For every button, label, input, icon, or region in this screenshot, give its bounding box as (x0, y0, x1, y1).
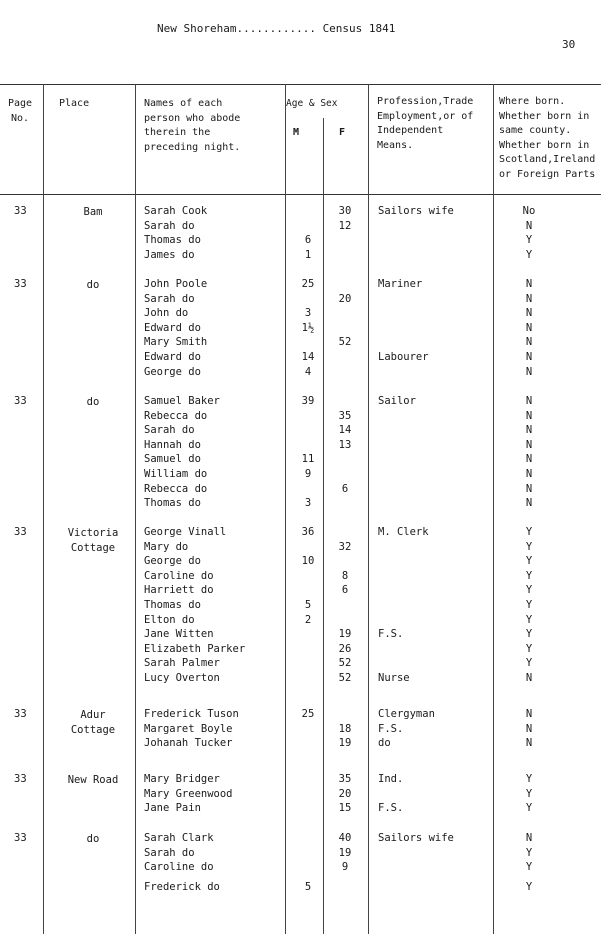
header-page-no-line: Page (7, 98, 33, 109)
born-in-county: N (525, 365, 533, 378)
age-female: 52 (338, 657, 352, 670)
born-in-county: Y (525, 628, 533, 641)
born-in-county: Y (525, 584, 533, 597)
person-name: Margaret Boyle (144, 722, 233, 735)
household-place: New Road (67, 774, 119, 786)
header-page-no (0, 97, 40, 126)
person-name: Samuel Baker (144, 395, 220, 407)
header-profession (377, 95, 473, 153)
born-in-county: Y (525, 599, 533, 611)
person-name: Mary Bridger (144, 773, 220, 785)
age-male: 14 (301, 351, 315, 363)
born-in-county: N (525, 737, 533, 750)
person-name: William do (144, 468, 208, 480)
person-name: John do (144, 307, 189, 320)
born-in-county: N (525, 278, 533, 290)
born-in-county: No (522, 205, 536, 217)
age-female: 6 (341, 584, 349, 597)
header-profession-line: Employment,or of (377, 110, 474, 122)
age-female: 6 (341, 482, 349, 495)
age-female: 19 (338, 628, 352, 641)
born-in-county: Y (525, 234, 533, 247)
age-male: 9 (304, 468, 312, 480)
header-born (499, 95, 595, 183)
age-male: 4 (304, 365, 312, 378)
household-place: Adur Cottage (70, 709, 116, 736)
age-female: 52 (338, 672, 352, 684)
profession: do (378, 737, 391, 750)
household-page-no: 33 (14, 708, 27, 720)
age-male: 11 (301, 453, 315, 466)
age-female: 35 (338, 773, 352, 785)
header-names (144, 97, 240, 155)
born-in-county: Y (525, 861, 533, 874)
page-title: New Shoreham............ Census 1841 (157, 22, 396, 35)
born-in-county: Y (525, 657, 533, 670)
age-male: 1½ (301, 321, 315, 334)
age-female: 12 (338, 219, 352, 232)
born-in-county: Y (525, 642, 533, 655)
household-place: Bam (83, 206, 103, 218)
profession: F.S. (378, 722, 404, 735)
age-male: 3 (304, 307, 312, 320)
header-place: Place (59, 98, 90, 109)
header-names-line: Names of each (144, 98, 223, 109)
born-in-county: Y (525, 773, 533, 785)
profession: Mariner (378, 278, 423, 290)
header-born-line: or Foreign Parts (499, 168, 596, 180)
born-in-county: Y (525, 846, 533, 859)
age-male: 39 (301, 395, 315, 407)
age-female: 19 (338, 846, 352, 859)
age-female: 13 (338, 438, 352, 451)
person-name: Samuel do (144, 453, 201, 466)
household-page-no: 33 (14, 278, 27, 290)
header-female: F (339, 127, 346, 138)
person-name: Frederick Tuson (144, 708, 239, 720)
household-place: do (86, 833, 100, 845)
person-name: Jane Witten (144, 628, 214, 641)
column-divider (285, 84, 286, 934)
person-name: James do (144, 248, 195, 261)
person-name: George do (144, 365, 201, 378)
person-name: Sarah Cook (144, 205, 208, 217)
header-born-line: Whether born in (499, 139, 590, 151)
age-female: 35 (338, 409, 352, 422)
table-top-rule (0, 84, 601, 85)
person-name: Caroline do (144, 861, 214, 874)
header-male: M (293, 127, 300, 138)
household-page-no: 33 (14, 205, 27, 217)
age-male: 1 (304, 248, 312, 261)
household-page-no: 33 (14, 832, 27, 844)
household-page-no: 33 (14, 526, 27, 538)
born-in-county: Y (525, 526, 533, 538)
age-male: 2 (304, 613, 312, 626)
household-place: do (86, 279, 100, 291)
person-name: Sarah do (144, 424, 195, 437)
born-in-county: N (525, 395, 533, 407)
age-male: 3 (304, 497, 312, 510)
age-male: 6 (304, 234, 312, 247)
born-in-county: Y (525, 248, 533, 261)
age-female: 14 (338, 424, 352, 437)
person-name: Elton do (144, 613, 195, 626)
age-female: 15 (338, 802, 352, 815)
born-in-county: Y (525, 787, 533, 800)
age-female: 8 (341, 569, 349, 582)
born-in-county: N (525, 307, 533, 320)
born-in-county: N (525, 219, 533, 232)
age-female: 19 (338, 737, 352, 750)
column-divider (493, 84, 494, 934)
profession: Ind. (378, 773, 404, 785)
header-names-line: person who abode (144, 112, 241, 124)
profession: F.S. (378, 802, 404, 815)
household-place: do (86, 396, 100, 408)
profession: M. Clerk (378, 526, 429, 538)
person-name: Mary Greenwood (144, 787, 233, 800)
column-divider (43, 84, 44, 934)
profession: Sailor (378, 395, 416, 407)
header-profession-line: Means. (377, 139, 414, 151)
born-in-county: N (525, 351, 533, 363)
person-name: Hannah do (144, 438, 201, 451)
header-born-line: Scotland,Ireland (499, 154, 596, 166)
born-in-county: N (525, 424, 533, 437)
born-in-county: N (525, 438, 533, 451)
born-in-county: N (525, 409, 533, 422)
born-in-county: N (525, 292, 533, 305)
born-in-county: N (525, 468, 533, 480)
born-in-county: N (525, 832, 533, 844)
header-profession-line: Profession,Trade (377, 96, 474, 107)
person-name: George Vinall (144, 526, 227, 538)
table-header-rule (0, 194, 601, 195)
profession: F.S. (378, 628, 404, 641)
person-name: Rebecca do (144, 409, 208, 422)
born-in-county: N (525, 497, 533, 510)
born-in-county: Y (525, 880, 533, 893)
person-name: Jane Pain (144, 802, 201, 815)
profession: Clergyman (378, 708, 435, 720)
header-born-line: Where born. (499, 96, 566, 107)
column-divider (368, 84, 369, 934)
age-male: 5 (304, 880, 312, 893)
born-in-county: N (525, 453, 533, 466)
person-name: Harriett do (144, 584, 214, 597)
age-female: 26 (338, 642, 352, 655)
person-name: Mary do (144, 540, 189, 553)
age-male: 10 (301, 555, 315, 568)
person-name: Caroline do (144, 569, 214, 582)
person-name: Thomas do (144, 234, 201, 247)
age-female: 32 (338, 540, 352, 553)
household-page-no: 33 (14, 773, 27, 785)
age-female: 9 (341, 861, 349, 874)
age-male: 25 (301, 278, 315, 290)
born-in-county: Y (525, 569, 533, 582)
person-name: Mary Smith (144, 336, 208, 349)
person-name: George do (144, 555, 201, 568)
header-names-line: preceding night. (144, 141, 241, 153)
born-in-county: N (525, 482, 533, 495)
born-in-county: Y (525, 540, 533, 553)
born-in-county: Y (525, 555, 533, 568)
born-in-county: N (525, 672, 533, 684)
person-name: Edward do (144, 351, 201, 363)
age-female: 40 (338, 832, 352, 844)
person-name: Sarah do (144, 292, 195, 305)
age-female: 20 (338, 292, 352, 305)
age-female: 18 (338, 722, 352, 735)
age-female: 20 (338, 787, 352, 800)
header-born-line: same county. (499, 125, 572, 137)
born-in-county: N (525, 708, 533, 720)
person-name: Thomas do (144, 599, 201, 611)
person-name: Sarah Clark (144, 832, 214, 844)
page-number: 30 (562, 38, 576, 51)
person-name: Elizabeth Parker (144, 642, 246, 655)
person-name: Johanah Tucker (144, 737, 233, 750)
person-name: Frederick do (144, 880, 220, 893)
household-place: Victoria Cottage (67, 527, 119, 554)
header-page-no-line: No. (10, 112, 30, 124)
profession: Nurse (378, 672, 410, 684)
profession: Sailors wife (378, 832, 454, 844)
profession: Labourer (378, 351, 429, 363)
age-male: 25 (301, 708, 315, 720)
header-names-line: therein the (144, 127, 211, 139)
person-name: Sarah Palmer (144, 657, 220, 670)
age-female: 52 (338, 336, 352, 349)
profession: Sailors wife (378, 205, 454, 217)
born-in-county: N (525, 722, 533, 735)
person-name: Sarah do (144, 219, 195, 232)
header-age-sex: Age & Sex (286, 98, 338, 109)
header-profession-line: Independent (377, 125, 444, 137)
person-name: Edward do (144, 321, 201, 334)
age-male: 5 (304, 599, 312, 611)
born-in-county: N (525, 321, 533, 334)
header-born-line: Whether born in (499, 110, 590, 122)
person-name: Lucy Overton (144, 672, 220, 684)
person-name: Sarah do (144, 846, 195, 859)
column-divider (135, 84, 136, 934)
age-female: 30 (338, 205, 352, 217)
person-name: Rebecca do (144, 482, 208, 495)
person-name: John Poole (144, 278, 208, 290)
born-in-county: N (525, 336, 533, 349)
born-in-county: Y (525, 613, 533, 626)
household-page-no: 33 (14, 395, 27, 407)
age-male: 36 (301, 526, 315, 538)
person-name: Thomas do (144, 497, 201, 510)
born-in-county: Y (525, 802, 533, 815)
